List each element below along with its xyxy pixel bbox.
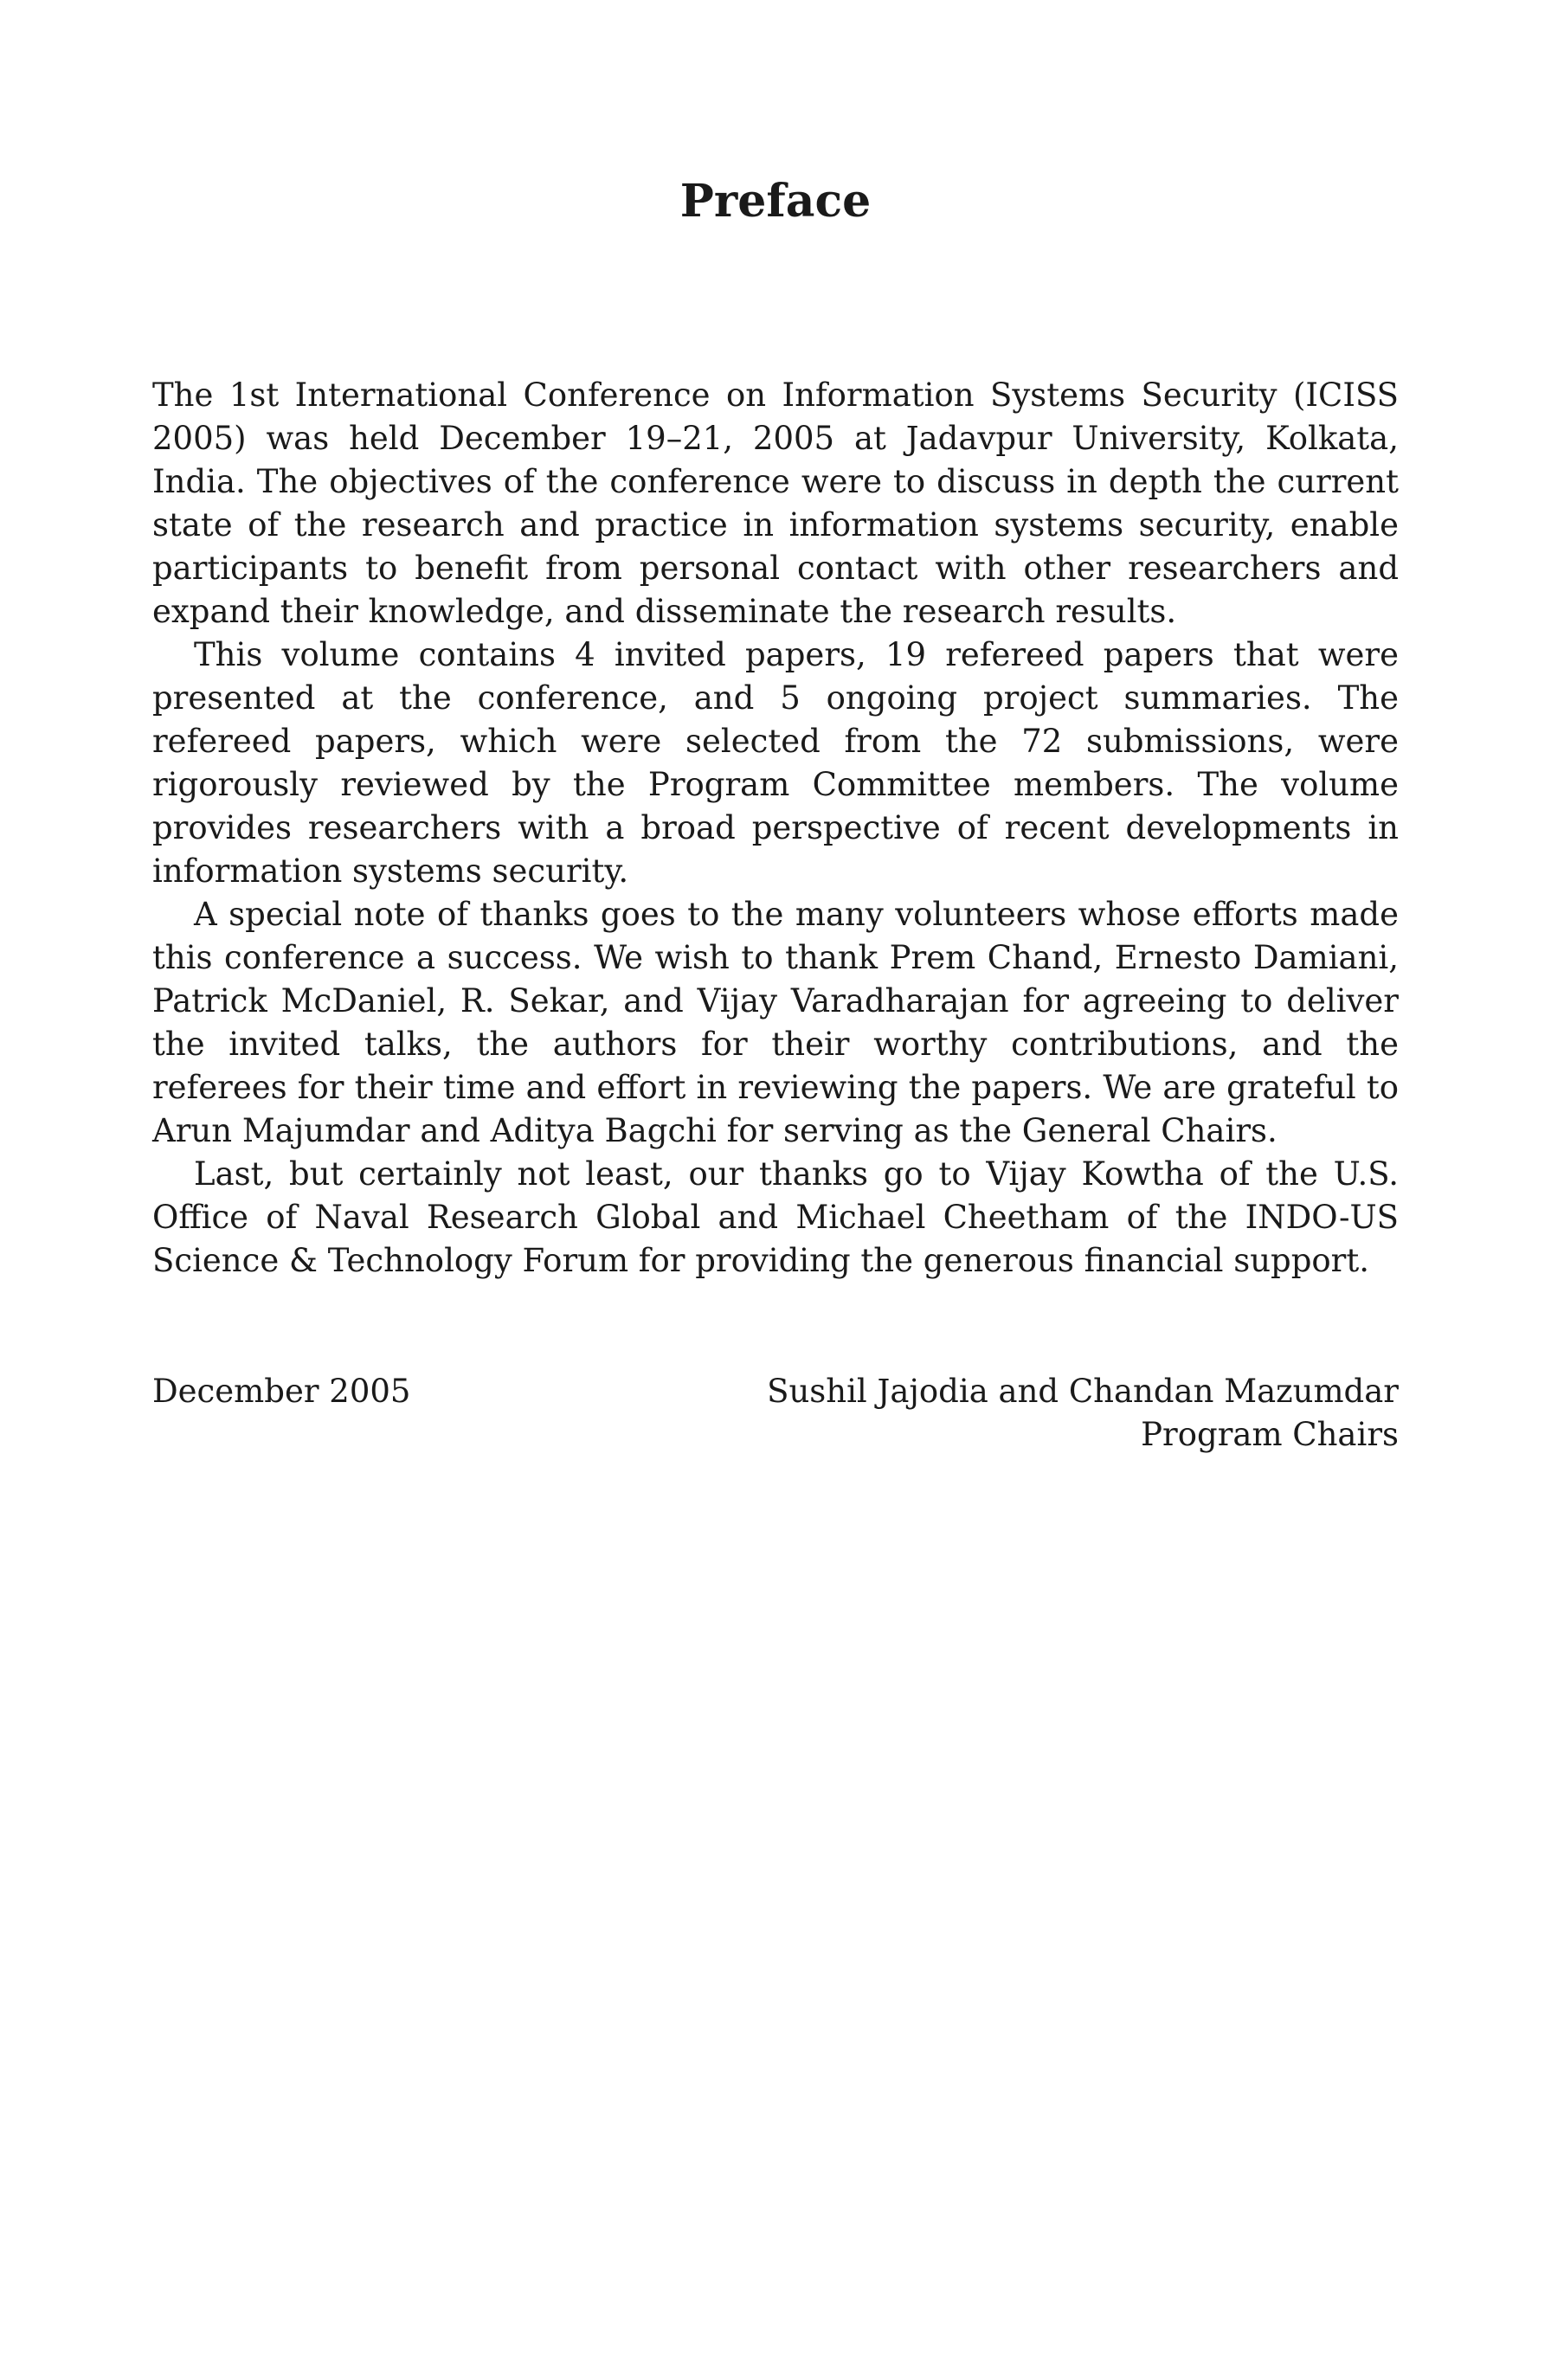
signature-date: December 2005	[152, 1373, 411, 1410]
signature-authors-block	[767, 1370, 1399, 1457]
signature-role: Program Chairs	[1141, 1416, 1399, 1453]
page-title: Preface	[679, 175, 872, 228]
signature-authors: Sushil Jajodia and Chandan Mazumdar	[767, 1373, 1399, 1410]
document-page	[152, 0, 1399, 2380]
paragraph: Last, but certainly not least, our thanks go to Vijay Kowtha of the U.S. Office of Naval Research Global and Michael Cheetham of the INDO-US Science & Technology Forum for providing the generous financial support.	[152, 1155, 1399, 1279]
paragraph: This volume contains 4 invited papers, 19 refereed papers that were presented at the conference, and 5 ongoing project summaries. The refereed papers, which were selected from the 72 submissions, were rigorously reviewed by the Program Committee members. The volume provides researchers with a broad perspective of recent developments in information systems security.	[152, 636, 1399, 890]
preface-body	[152, 374, 1399, 1283]
paragraph: A special note of thanks goes to the many volunteers whose efforts made this conference a success. We wish to thank Prem Chand, Ernesto Damiani, Patrick McDaniel, R. Sekar, and Vijay Varadharajan for agreeing to deliver the invited talks, the authors for their worthy contributions, and the referees for their time and effort in reviewing the papers. We are grateful to Arun Majumdar and Aditya Bagchi for serving as the General Chairs.	[152, 896, 1399, 1149]
paragraph: The 1st International Conference on Information Systems Security (ICISS 2005) was held December 19–21, 2005 at Jadavpur University, Kolkata, India. The objectives of the conference were to discuss in depth the current state of the research and practice in information systems security, enable participants to benefit from personal contact with other researchers and expand their knowledge, and disseminate the research results.	[152, 376, 1399, 630]
